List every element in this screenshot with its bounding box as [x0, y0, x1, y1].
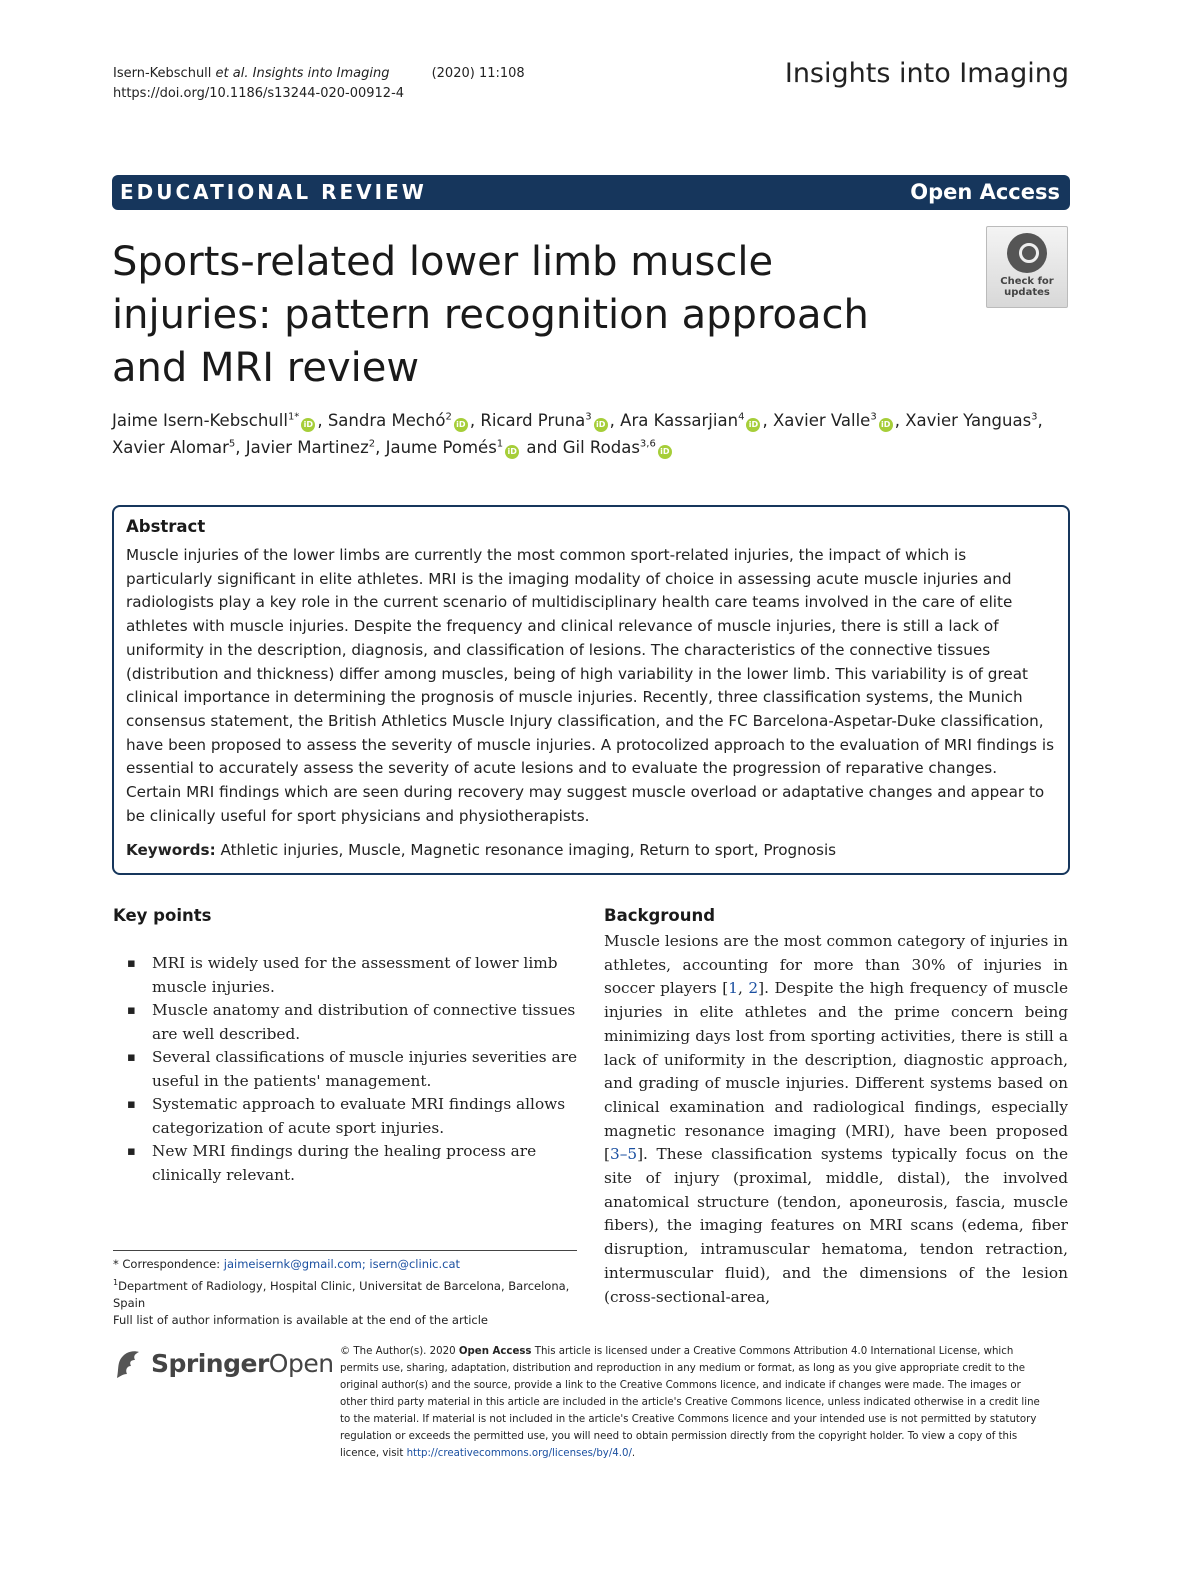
orcid-icon[interactable]: iD — [746, 418, 760, 432]
citation-link[interactable]: 3–5 — [609, 1145, 638, 1164]
citation-etal: et al. — [215, 66, 249, 81]
journal-name: Insights into Imaging — [784, 58, 1069, 89]
publisher-name-light: Open — [268, 1349, 334, 1378]
citation-header — [113, 64, 525, 104]
author-affiliation-sup: 2 — [445, 411, 452, 423]
open-access-label: Open Access — [910, 180, 1060, 204]
orcid-icon[interactable]: iD — [505, 445, 519, 459]
citation-year-volume: (2020) 11:108 — [431, 66, 525, 81]
springer-horse-icon — [113, 1348, 143, 1380]
author-affiliation-sup: 1* — [287, 411, 300, 423]
author-affiliation-sup: 3 — [870, 411, 877, 423]
citation-authors: Isern-Kebschull — [113, 66, 212, 81]
license-tail: . — [631, 1448, 636, 1459]
article-title: Sports-related lower limb muscle injuries: pattern recognition approach and MRI review — [112, 239, 869, 391]
key-points-list — [127, 952, 577, 1187]
citation-journal: Insights into Imaging — [252, 66, 390, 81]
author-name: Xavier Alomar — [112, 438, 229, 457]
background-text — [604, 930, 1068, 1309]
crossmark-icon — [1007, 233, 1047, 273]
license-body: This article is licensed under a Creative Commons Attribution 4.0 International License, which permits use, sharing, adaptation, distribution and reproduction in any medium or format, as long as you give appropriate credit to the original author(s) and the source, provide a link to the Creative Commons licence, and indicate if changes were made. The images or other third party material in this article are included in the article's Creative Commons licence, unless indicated otherwise in a credit line to the material. If material is not included in the article's Creative Commons licence and your intended use is not permitted by statutory regulation or exceeds the permitted use, you will need to obtain permission directly from the copyright holder. To view a copy of this licence, visit — [340, 1346, 1040, 1459]
author-name: Xavier Valle — [772, 411, 871, 430]
full-author-info-note: Full list of author information is available at the end of the article — [113, 1313, 488, 1328]
copyright: © The Author(s). 2020 — [340, 1346, 456, 1357]
citation-separator: , — [737, 979, 749, 998]
background-text-part: Muscle lesions are the most common category of injuries in athletes, accounting for more than 30% of injuries in soccer players [ — [604, 932, 1068, 998]
author-name: Gil Rodas — [562, 438, 640, 457]
key-point-item: ▪ Several classifications of muscle injuries severities are useful in the patients' management. — [127, 1046, 577, 1093]
affiliation-text: Department of Radiology, Hospital Clinic, Universitat de Barcelona, Barcelona, Spain — [113, 1278, 570, 1310]
correspondence-label: * Correspondence: — [113, 1257, 221, 1271]
background-text-part: ]. These classification systems typically focus on the site of injury (proximal, middle, distal), the involved anatomical structure (tendon, aponeurosis, fascia, muscle fibers), the imaging features on MRI scans (edema, fiber disruption, intramuscular hematoma, tendon retraction, intermuscular fluid), and the dimensions of the lesion (cross-sectional-area, — [604, 1145, 1068, 1306]
keywords — [126, 838, 1056, 862]
author-affiliation-sup: 4 — [738, 411, 745, 423]
key-points-heading: Key points — [113, 906, 212, 925]
key-point-item: ▪ Muscle anatomy and distribution of connective tissues are well described. — [127, 999, 577, 1046]
author-affiliation-sup: 3,6 — [639, 438, 656, 450]
doi-link[interactable]: https://doi.org/10.1186/s13244-020-00912-4 — [113, 86, 405, 101]
springer-open-logo — [113, 1346, 338, 1386]
orcid-icon[interactable]: iD — [454, 418, 468, 432]
citation-link[interactable]: 1 — [728, 979, 738, 998]
license-text — [340, 1343, 1040, 1462]
author-affiliation-sup: 3 — [1031, 411, 1038, 423]
author-affiliation-sup: 3 — [585, 411, 592, 423]
affiliation-number: 1 — [113, 1277, 119, 1287]
author-list: Jaime Isern-Kebschull$^{1*}$iD , Sandra Mechó$^2$iD , Ricard Pruna$^3$iD , Ara Kassarjian$^4$iD , Xavier Valle$^3$iD , Xavier Yanguas$^3$, Xavier Alomar$^5$, Javier Martinez$^2$, Jaume Pomés$^1$iD and Gil Rodas$^{3,6}$iD — [112, 411, 1043, 457]
badge-label-2: updates — [1004, 287, 1050, 298]
check-for-updates-badge[interactable] — [986, 226, 1068, 308]
abstract-heading: Abstract — [126, 517, 206, 536]
article-type-banner — [112, 175, 1070, 210]
author-name: Ricard Pruna — [480, 411, 586, 430]
correspondence-emails[interactable]: jaimeisernk@gmail.com; isern@clinic.cat — [223, 1257, 461, 1271]
badge-label-1: Check for — [1000, 276, 1054, 287]
license-open-access: Open Access — [458, 1346, 532, 1357]
keywords-list: Athletic injuries, Muscle, Magnetic resonance imaging, Return to sport, Prognosis — [220, 841, 837, 860]
footnote-divider — [113, 1250, 577, 1251]
orcid-icon[interactable]: iD — [301, 418, 315, 432]
author-name: Javier Martinez — [245, 438, 369, 457]
author-name: Xavier Yanguas — [905, 411, 1032, 430]
keywords-label: Keywords: — [126, 841, 216, 860]
correspondence-footnote — [113, 1256, 577, 1330]
background-heading: Background — [604, 906, 716, 925]
publisher-name — [151, 1349, 334, 1378]
publisher-name-bold: Springer — [151, 1349, 269, 1378]
key-point-item: ▪ New MRI findings during the healing process are clinically relevant. — [127, 1140, 577, 1187]
background-text-part: ]. Despite the high frequency of muscle injuries in elite athletes and the prime concern being minimizing days lost from sporting activities, there is still a lack of uniformity in the description, diagnostic approach, and grading of muscle injuries. Different systems based on clinical examination and radiological findings, especially magnetic resonance imaging (MRI), have been proposed [ — [604, 979, 1068, 1164]
author-affiliation-sup: 5 — [228, 438, 236, 450]
orcid-icon[interactable]: iD — [658, 445, 672, 459]
abstract-text: Muscle injuries of the lower limbs are currently the most common sport-related injuries, the impact of which is particularly significant in elite athletes. MRI is the imaging modality of choice in assessing acute muscle injuries and radiologists play a key role in the current scenario of multidisciplinary health care teams involved in the care of elite athletes with muscle injuries. Despite the frequency and clinical relevance of muscle injuries, there is still a lack of uniformity in the description, diagnosis, and classification of lesions. The characteristics of the connective tissues (distribution and thickness) differ among muscles, being of high variability in the lower limb. This variability is of great clinical importance in determining the prognosis of muscle injuries. Recently, three classification systems, the Munich consensus statement, the British Athletics Muscle Injury classification, and the FC Barcelona-Aspetar-Duke classification, have been proposed to assess the severity of muscle injuries. A protocolized approach to the evaluation of MRI findings is essential to accurately assess the severity of acute lesions and to evaluate the progression of reparative changes. Certain MRI findings which are seen during recovery may suggest muscle overload or adaptative changes and appear to be clinically useful for sport physicians and physiotherapists. — [126, 546, 1054, 825]
author-name: Jaime Isern-Kebschull — [112, 411, 288, 430]
orcid-icon[interactable]: iD — [879, 418, 893, 432]
key-point-item: ▪ MRI is widely used for the assessment of lower limb muscle injuries. — [127, 952, 577, 999]
author-name: Sandra Mechó — [327, 411, 446, 430]
article-type: EDUCATIONAL REVIEW — [120, 180, 427, 204]
citation-link[interactable]: 2 — [748, 979, 759, 998]
author-affiliation-sup: 1 — [496, 438, 504, 450]
author-name: Jaume Pomés — [385, 438, 497, 457]
author-affiliation-sup: 2 — [368, 438, 376, 450]
license-url[interactable]: http://creativecommons.org/licenses/by/4.0/ — [406, 1448, 632, 1459]
author-name: Ara Kassarjian — [620, 411, 739, 430]
orcid-icon[interactable]: iD — [594, 418, 608, 432]
key-point-item: ▪ Systematic approach to evaluate MRI findings allows categorization of acute sport injuries. — [127, 1093, 577, 1140]
abstract-box — [112, 505, 1070, 875]
